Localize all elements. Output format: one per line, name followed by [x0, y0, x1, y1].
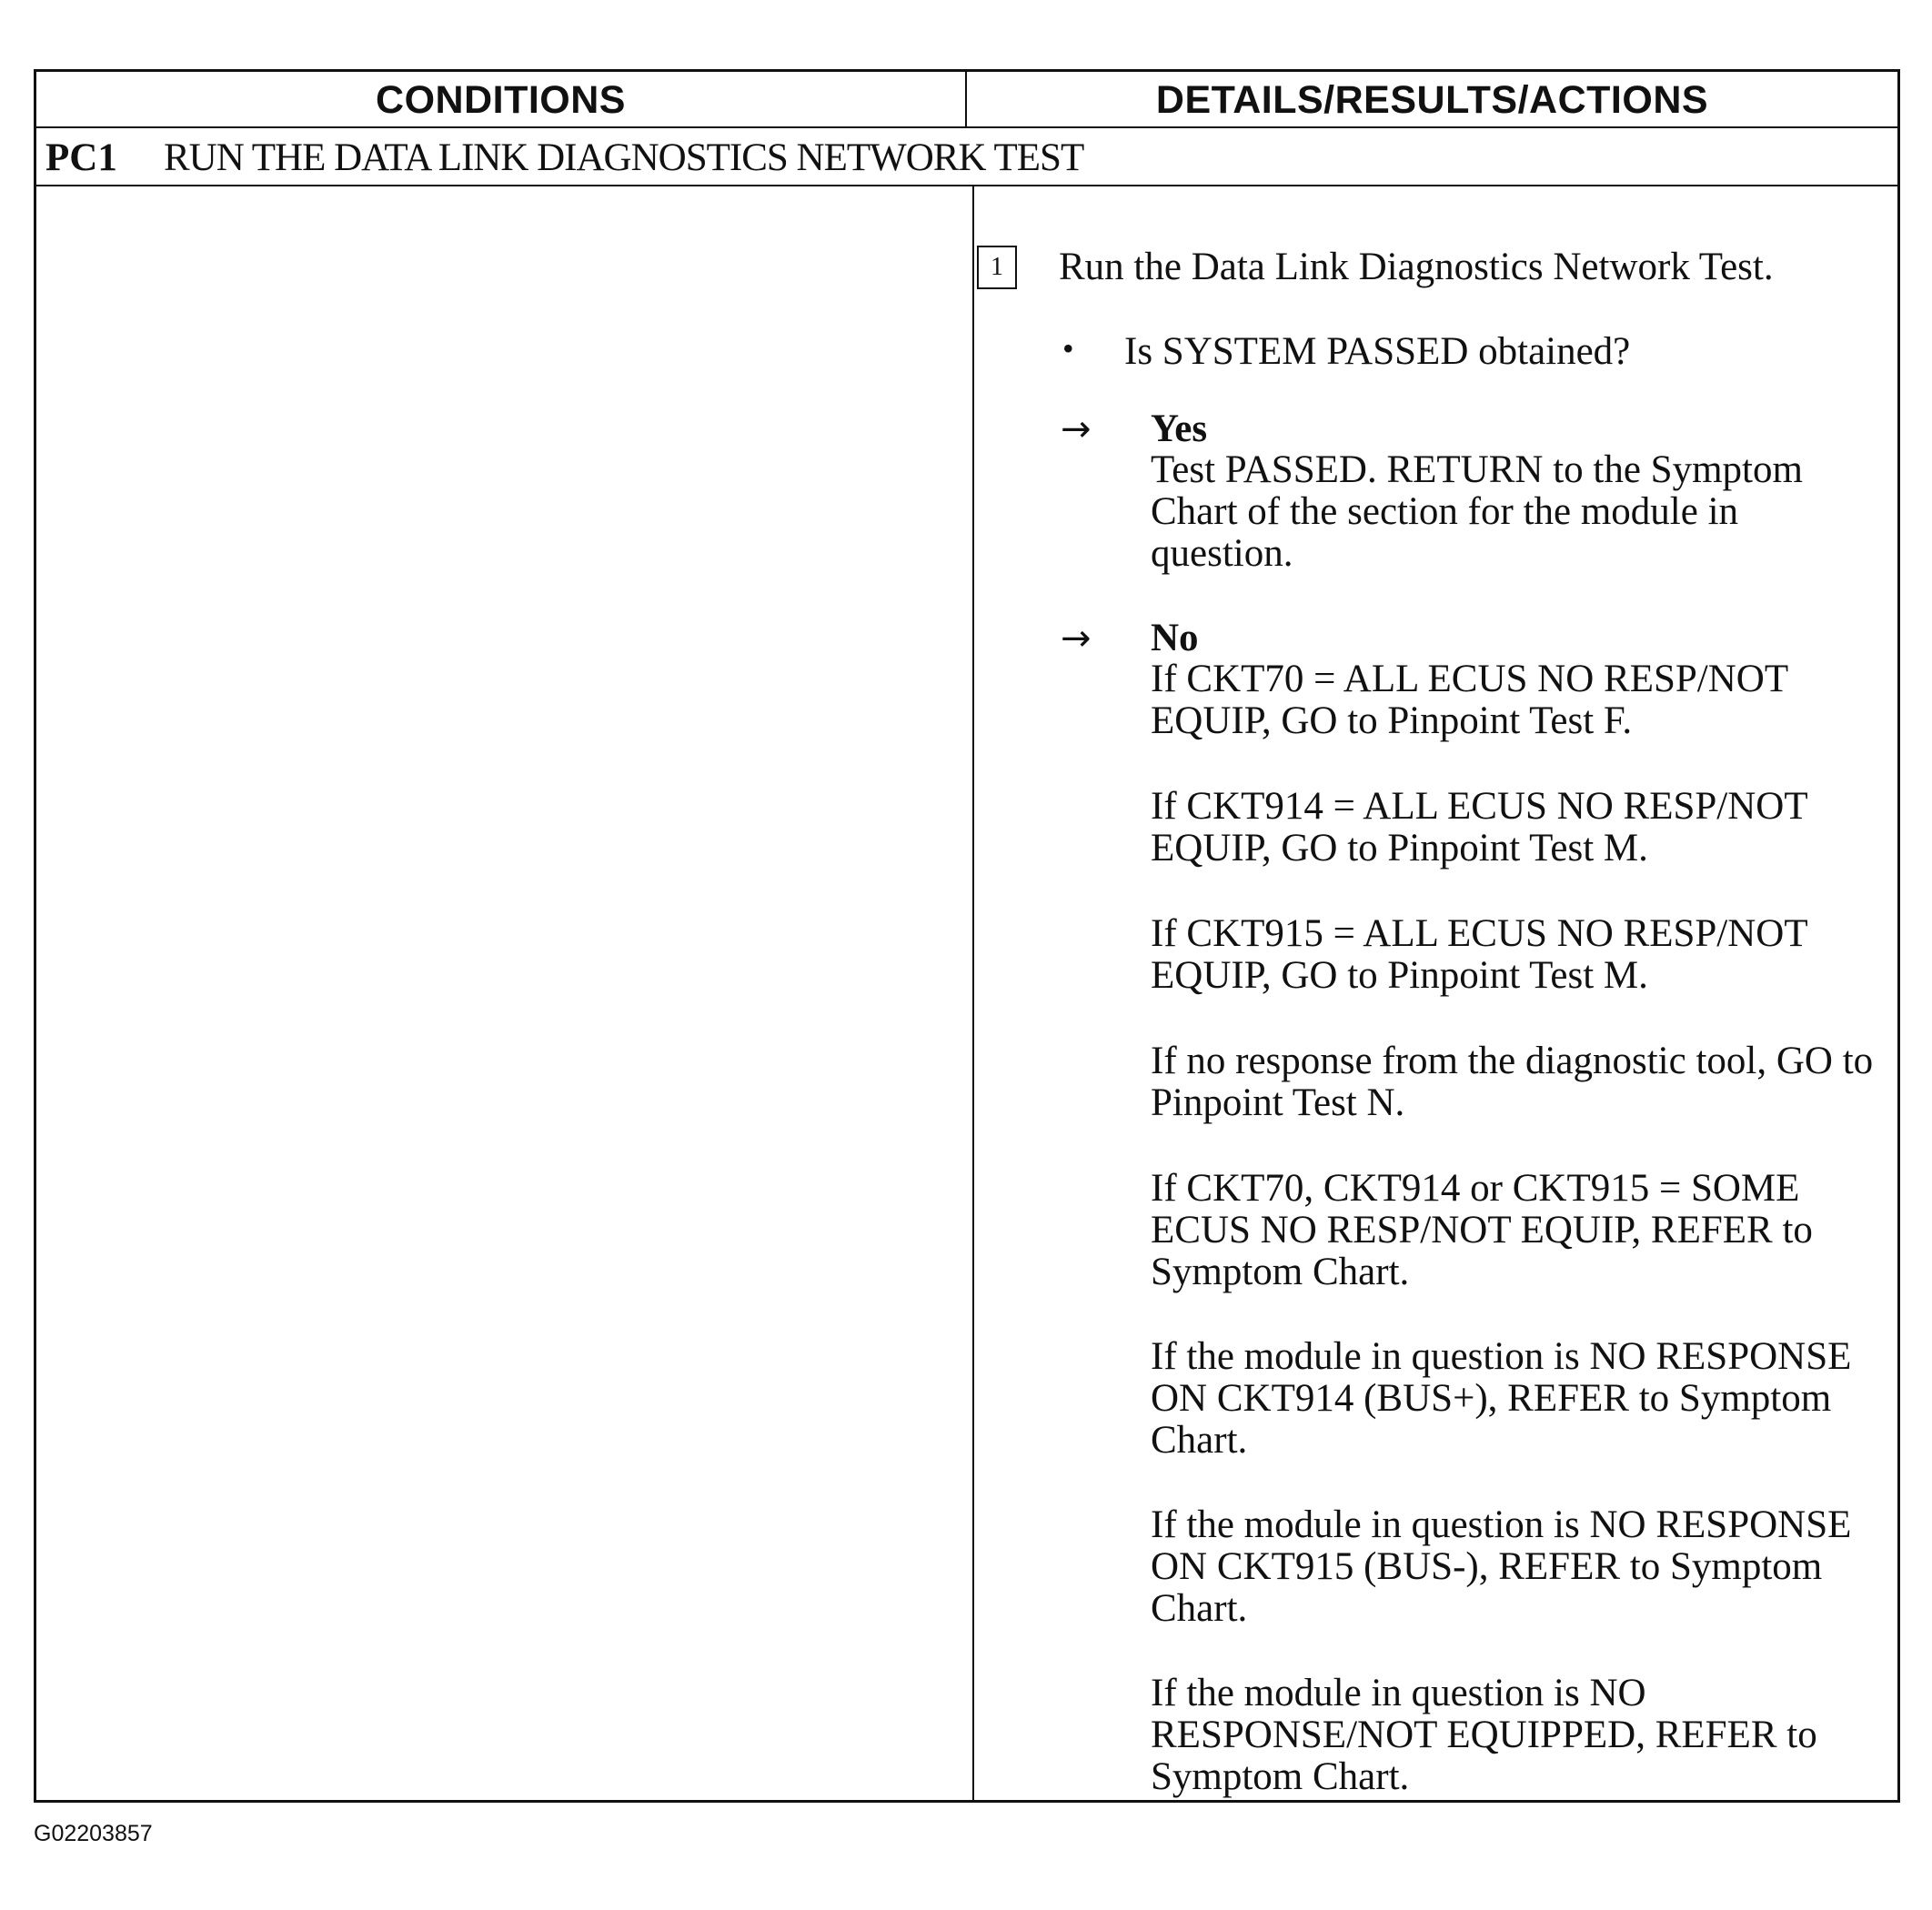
test-title: RUN THE DATA LINK DIAGNOSTICS NETWORK TEST	[164, 136, 1084, 179]
conditions-header: CONDITIONS	[376, 78, 626, 122]
step-instruction: Run the Data Link Diagnostics Network Test.	[1059, 246, 1774, 288]
bullet-icon: •	[1062, 330, 1074, 367]
figure-id: G02203857	[34, 1821, 153, 1846]
diagnostic-table	[34, 69, 1900, 1803]
no-action-item: If CKT914 = ALL ECUS NO RESP/NOT EQUIP, GO to Pinpoint Test M.	[1151, 785, 1807, 870]
no-arrow-icon: →	[1061, 618, 1092, 659]
no-label: No	[1151, 617, 1199, 659]
step-number-box: 1	[977, 246, 1017, 289]
conditions-cell	[36, 186, 972, 1800]
header-divider	[36, 126, 1897, 128]
step-question: Is SYSTEM PASSED obtained?	[1124, 330, 1631, 373]
no-action-item: If CKT70, CKT914 or CKT915 = SOME ECUS NO RESP/NOT EQUIP, REFER to Symptom Chart.	[1151, 1167, 1813, 1293]
yes-arrow-icon: →	[1061, 408, 1092, 450]
yes-result-text: Test PASSED. RETURN to the Symptom Chart of the section for the module in question.	[1151, 448, 1803, 575]
yes-label: Yes	[1151, 407, 1208, 450]
details-header: DETAILS/RESULTS/ACTIONS	[1155, 78, 1709, 122]
no-action-item: If the module in question is NO RESPONSE/NOT EQUIPPED, REFER to Symptom Chart.	[1151, 1672, 1817, 1798]
no-action-item: If CKT70 = ALL ECUS NO RESP/NOT EQUIP, GO to Pinpoint Test F.	[1151, 658, 1788, 742]
no-action-item: If CKT915 = ALL ECUS NO RESP/NOT EQUIP, GO to Pinpoint Test M.	[1151, 912, 1807, 997]
body-column-divider	[972, 185, 974, 1800]
no-action-item: If the module in question is NO RESPONSE ON CKT914 (BUS+), REFER to Symptom Chart.	[1151, 1335, 1852, 1462]
test-id: PC1	[45, 136, 117, 179]
no-action-item: If the module in question is NO RESPONSE ON CKT915 (BUS-), REFER to Symptom Chart.	[1151, 1503, 1852, 1630]
no-action-item: If no response from the diagnostic tool, GO to Pinpoint Test N.	[1151, 1040, 1874, 1124]
